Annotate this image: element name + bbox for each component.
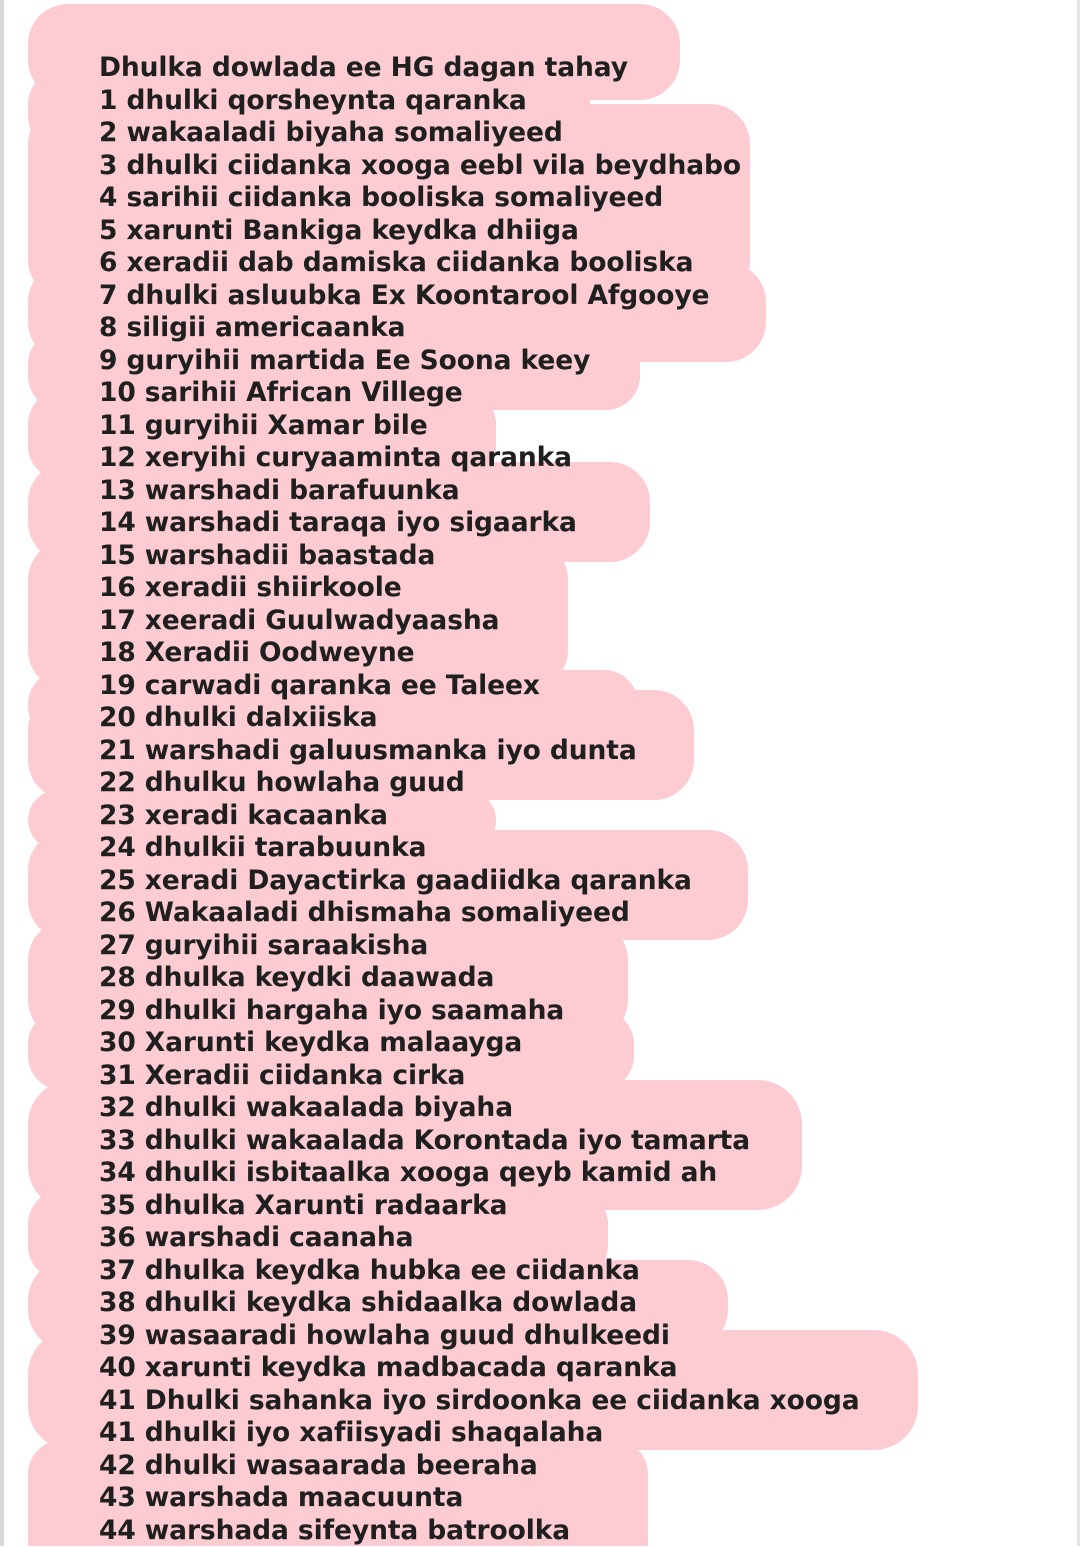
list-item: 34 dhulki isbitaalka xooga qeyb kamid ah <box>99 1157 860 1190</box>
list-item: 41 dhulki iyo xafiisyadi shaqalaha <box>99 1417 860 1450</box>
list-item: 14 warshadi taraqa iyo sigaarka <box>99 507 860 540</box>
list-item: 17 xeeradi Guulwadyaasha <box>99 605 860 638</box>
list-item: 5 xarunti Bankiga keydka dhiiga <box>99 215 860 248</box>
list-item: 20 dhulki dalxiiska <box>99 702 860 735</box>
list-item: 18 Xeradii Oodweyne <box>99 637 860 670</box>
list-item: 10 sarihii African Villege <box>99 377 860 410</box>
list-item: 44 warshada sifeynta batroolka <box>99 1515 860 1547</box>
list-item: 11 guryihii Xamar bile <box>99 410 860 443</box>
list-item: 4 sarihii ciidanka booliska somaliyeed <box>99 182 860 215</box>
list-item: 7 dhulki asluubka Ex Koontarool Afgooye <box>99 280 860 313</box>
list-item: 26 Wakaaladi dhismaha somaliyeed <box>99 897 860 930</box>
list-item: 33 dhulki wakaalada Korontada iyo tamarta <box>99 1125 860 1158</box>
list-item: 3 dhulki ciidanka xooga eebl vila beydhabo <box>99 150 860 183</box>
list-item: 39 wasaaradi howlaha guud dhulkeedi <box>99 1320 860 1353</box>
list-item: 25 xeradi Dayactirka gaadiidka qaranka <box>99 865 860 898</box>
list-item: 32 dhulki wakaalada biyaha <box>99 1092 860 1125</box>
list-item: 41 Dhulki sahanka iyo sirdoonka ee ciidanka xooga <box>99 1385 860 1418</box>
list-item: 27 guryihii saraakisha <box>99 930 860 963</box>
list-item: 40 xarunti keydka madbacada qaranka <box>99 1352 860 1385</box>
list-item: 42 dhulki wasaarada beeraha <box>99 1450 860 1483</box>
list-item: 29 dhulki hargaha iyo saamaha <box>99 995 860 1028</box>
list-item: 22 dhulku howlaha guud <box>99 767 860 800</box>
list-item: 37 dhulka keydka hubka ee ciidanka <box>99 1255 860 1288</box>
list-item: 38 dhulki keydka shidaalka dowlada <box>99 1287 860 1320</box>
note-title: Dhulka dowlada ee HG dagan tahay <box>99 52 860 85</box>
note-text <box>99 52 860 1547</box>
list-item: 43 warshada maacuunta <box>99 1482 860 1515</box>
list-item: 16 xeradii shiirkoole <box>99 572 860 605</box>
list-item: 23 xeradi kacaanka <box>99 800 860 833</box>
item-list <box>99 85 860 1547</box>
list-item: 19 carwadi qaranka ee Taleex <box>99 670 860 703</box>
list-item: 24 dhulkii tarabuunka <box>99 832 860 865</box>
list-item: 6 xeradii dab damiska ciidanka booliska <box>99 247 860 280</box>
list-item: 35 dhulka Xarunti radaarka <box>99 1190 860 1223</box>
list-item: 13 warshadi barafuunka <box>99 475 860 508</box>
list-item: 28 dhulka keydki daawada <box>99 962 860 995</box>
list-item: 31 Xeradii ciidanka cirka <box>99 1060 860 1093</box>
list-item: 1 dhulki qorsheynta qaranka <box>99 85 860 118</box>
list-item: 8 siligii americaanka <box>99 312 860 345</box>
list-item: 30 Xarunti keydka malaayga <box>99 1027 860 1060</box>
list-item: 12 xeryihi curyaaminta qaranka <box>99 442 860 475</box>
list-item: 15 warshadii baastada <box>99 540 860 573</box>
list-item: 36 warshadi caanaha <box>99 1222 860 1255</box>
list-item: 9 guryihii martida Ee Soona keey <box>99 345 860 378</box>
list-item: 2 wakaaladi biyaha somaliyeed <box>99 117 860 150</box>
list-item: 21 warshadi galuusmanka iyo dunta <box>99 735 860 768</box>
